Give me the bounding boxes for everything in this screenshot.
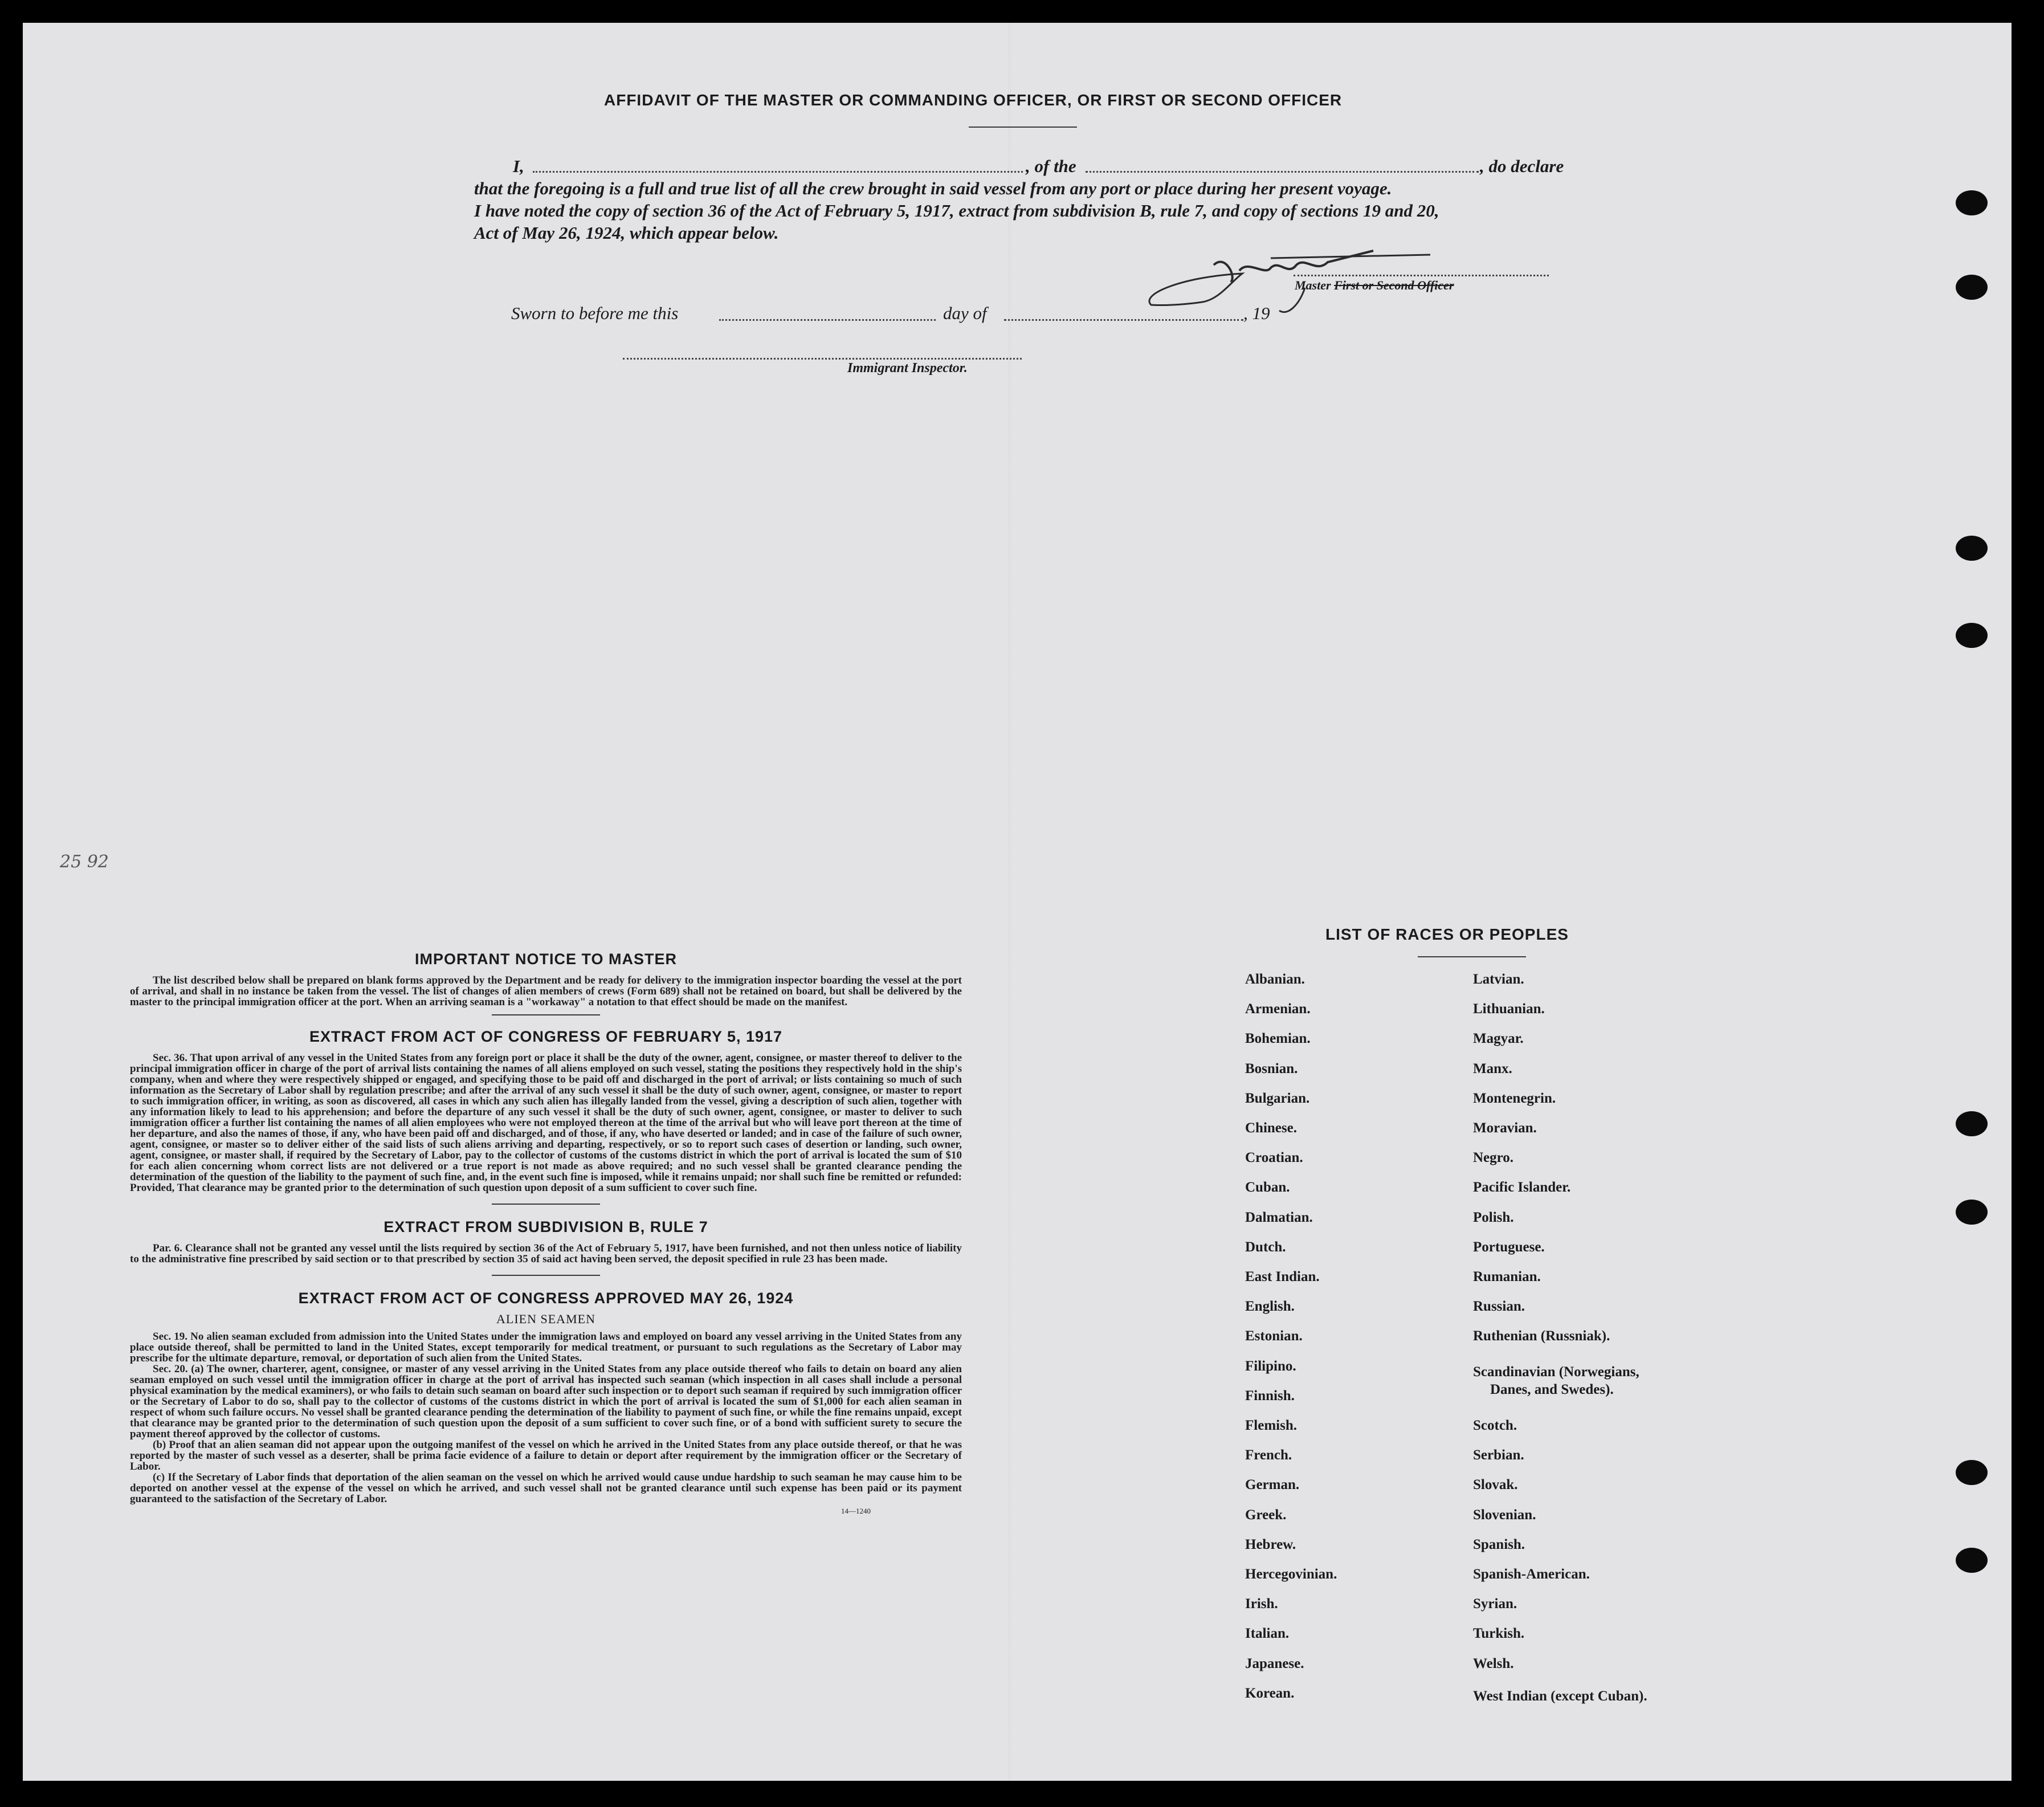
race-item: East Indian. [1245,1269,1320,1284]
extract-1924-subtitle: ALIEN SEAMEN [496,1312,595,1326]
section-20c-text: (c) If the Secretary of Labor finds that deportation of the alien seaman on the vessel on which he arrived would cause undue hardship to such seaman he may cause him to be deported on another vessel at the expense of the vessel on which he arrived, and such vessel shall not be granted clearance until such expense has been paid or its payment guaranteed to the satisfaction of the Secretary of Labor. [130,1471,962,1505]
notice-title: IMPORTANT NOTICE TO MASTER [415,951,677,968]
race-item: Syrian. [1473,1596,1517,1612]
race-item: Spanish-American. [1473,1567,1590,1582]
race-item: English. [1245,1299,1295,1315]
signature-label: Master First or Second Officer [1295,278,1454,292]
race-item: Japanese. [1245,1655,1304,1671]
race-item: Montenegrin. [1473,1090,1556,1106]
race-item: Bohemian. [1245,1031,1311,1047]
sworn-day-field[interactable] [719,319,936,321]
binder-hole [1956,623,1988,648]
race-item: Croatian. [1245,1150,1303,1166]
race-item: Russian. [1473,1299,1525,1315]
race-item: Lithuanian. [1473,1001,1545,1017]
binder-hole [1956,1111,1988,1136]
race-item: Hebrew. [1245,1536,1296,1552]
race-item: Cuban. [1245,1180,1290,1196]
race-item: Welsh. [1473,1655,1514,1671]
section-divider [492,1275,600,1276]
margin-note: 25 92 [60,852,109,872]
race-item: Scandinavian (Norwegians, [1473,1364,1639,1380]
race-item: Negro. [1473,1150,1514,1166]
races-divider [1418,956,1526,957]
extract-rule7-title: EXTRACT FROM SUBDIVISION B, RULE 7 [383,1218,708,1235]
affidavit-statement-line: that the foregoing is a full and true list of all the crew brought in said vessel from any port or place during her present voyage. [474,178,1392,198]
form-number: 14—1240 [841,1507,871,1515]
page-fold [1009,23,1011,1781]
race-item: Ruthenian (Russniak). [1473,1328,1610,1344]
race-item: Magyar. [1473,1031,1524,1047]
affidavit-title: AFFIDAVIT OF THE MASTER OR COMMANDING OFFICER, OR FIRST OR SECOND OFFICER [604,91,1343,109]
race-item: German. [1245,1477,1300,1493]
race-item: Italian. [1245,1626,1290,1642]
inspector-signature-field[interactable] [623,358,1022,360]
section-divider [492,1204,600,1205]
sworn-year-label: , 19 [1243,303,1270,323]
affidavit-declare-label: , do declare [1480,156,1564,176]
binder-hole [1956,1200,1988,1225]
sworn-label: Sworn to before me this [511,303,679,323]
race-item: Filipino. [1245,1358,1296,1374]
race-item: Albanian. [1245,972,1305,987]
race-item: Armenian. [1245,1001,1311,1017]
vessel-name-field[interactable] [1086,171,1479,173]
affidavit-i-label: I, [513,156,524,176]
race-item-continuation: Danes, and Swedes). [1490,1382,1614,1398]
extract-1917-title: EXTRACT FROM ACT OF CONGRESS OF FEBRUARY 5, 1917 [309,1028,783,1045]
extract-1924-title: EXTRACT FROM ACT OF CONGRESS APPROVED MAY 26, 1924 [298,1290,794,1307]
race-item: Finnish. [1245,1388,1295,1404]
race-item: Chinese. [1245,1120,1297,1136]
officer-name-field[interactable] [533,171,1023,173]
binder-hole [1956,1548,1988,1573]
section-20a-text: Sec. 20. (a) The owner, charterer, agent, consignee, or master of any vessel arriving in the United States from any place outside thereof who fails to detain on board any alien seaman employed on such vessel until the immigration officer in charge at the port of arrival has inspected such seaman (which inspection in all cases shall include a personal physical examination by the medical examiners), or who fails to detain such seaman on board after such inspection or to deport such seaman if required by such immigration officer or the Secretary of Labor to do so, shall pay to the collector of customs of the customs district in which the port of arrival is located the sum of $1,000 for each alien seaman in respect of whom such failure occurs. No vessel shall be granted clearance pending the determination of the liability to payment of such fine, or while the fine remains unpaid, except that clearance may be granted prior to the determination of such question upon the deposit of a sum sufficient to cover such fine, or of a bond with sufficient surety to secure the payment thereof approved by the collector of customs. [130,1363,962,1440]
races-title: LIST OF RACES OR PEOPLES [1325,925,1569,943]
sworn-month-field[interactable] [1004,319,1243,321]
notice-text: The list described below shall be prepared on blank forms approved by the Department and be ready for delivery to the immigration inspector boarding the vessel at the port of arrival, and shall in no instance be taken from the vessel. The list of changes of alien members of crews (Form 689) shall not be retained on board, but shall be delivered by the master to the principal immigration officer at the port. When an arriving seaman is a "workaway" a notation to that effect should be made on the manifest. [130,974,962,1008]
race-item: Slovenian. [1473,1507,1536,1523]
inspector-label: Immigrant Inspector. [847,361,968,376]
race-item: Spanish. [1473,1536,1525,1552]
section-divider [492,1014,600,1015]
race-item: Pacific Islander. [1473,1180,1571,1196]
race-item: Korean. [1245,1685,1295,1701]
binder-hole [1956,536,1988,561]
race-item: Irish. [1245,1596,1278,1612]
race-item: Slovak. [1473,1477,1518,1493]
affidavit-statement-line: Act of May 26, 1924, which appear below. [474,223,779,243]
race-item: Latvian. [1473,972,1524,987]
race-item: West Indian (except Cuban). [1473,1688,1647,1704]
race-item: French. [1245,1447,1292,1463]
race-item: Scotch. [1473,1418,1517,1433]
race-item: Hercegovinian. [1245,1567,1337,1582]
binder-hole [1956,190,1988,215]
document-page [23,23,2012,1781]
affidavit-of-the-label: , of the [1026,156,1076,176]
binder-hole [1956,275,1988,300]
race-item: Portuguese. [1473,1239,1545,1255]
race-item: Dutch. [1245,1239,1286,1255]
race-item: Polish. [1473,1209,1514,1225]
extract-rule7-text: Par. 6. Clearance shall not be granted any vessel until the lists required by section 36 of the Act of February 5, 1917, have been furnished, and not then unless notice of liability to the administrative fine prescribed by said section or to that prescribed by section 35 of said act having been served, the deposit specified in rule 23 has been made. [130,1242,962,1265]
sworn-day-of-label: day of [943,303,987,323]
race-item: Estonian. [1245,1328,1303,1344]
race-item: Bosnian. [1245,1060,1298,1076]
race-item: Flemish. [1245,1418,1297,1433]
section-20b-text: (b) Proof that an alien seaman did not appear upon the outgoing manifest of the vessel on which he arrived in the United States from any place outside thereof, or that he was reported by the master of such vessel as a deserter, shall be prima facie evidence of a failure to detain or deport after requirement by the immigration officer or the Secretary of Labor. [130,1439,962,1472]
race-item: Bulgarian. [1245,1090,1310,1106]
section-19-text: Sec. 19. No alien seaman excluded from admission into the United States under the immigration laws and employed on board any vessel arriving in the United States from any place outside thereof, shall be permitted to land in the United States, except temporarily for medical treatment, or pursuant to such regulations as the Secretary of Labor may prescribe for the ultimate departure, removal, or deportation of such alien from the United States. [130,1331,962,1364]
race-item: Greek. [1245,1507,1287,1523]
race-item: Turkish. [1473,1626,1525,1642]
title-divider [969,127,1077,128]
affidavit-statement-line: I have noted the copy of section 36 of the Act of February 5, 1917, extract from subdivision B, rule 7, and copy of sections 19 and 20, [474,201,1439,221]
race-item: Rumanian. [1473,1269,1541,1284]
race-item: Moravian. [1473,1120,1537,1136]
race-item: Dalmatian. [1245,1209,1313,1225]
notices-column [130,951,962,1516]
race-item: Serbian. [1473,1447,1524,1463]
race-item: Manx. [1473,1060,1512,1076]
binder-hole [1956,1460,1988,1485]
extract-1917-text: Sec. 36. That upon arrival of any vessel in the United States from any foreign port or place it shall be the duty of the owner, agent, consignee, or master thereof to deliver to the principal immigration officer in charge of the port of arrival lists containing the names of all aliens employed on such vessel, stating the positions they respectively hold in the ship's company, when and where they were respectively shipped or engaged, and specifying those to be paid off and discharged in the port of arrival; or lists containing so much of such information as the Secretary of Labor shall by regulation prescribe; and after the arrival of any such vessel it shall be the duty of such owner, agent, consignee, or master to report to such immigration officer, in writing, as soon as discovered, all cases in which any such alien has illegally landed from the vessel, giving a description of such alien, together with any information likely to lead to his apprehension; and before the departure of any such vessel it shall be the duty of such owner, agent, consignee, or master to deliver to such immigration officer a further list containing the names of all alien employees who were not employed thereon at the time of the arrival but who will leave port thereon at the time of her departure, and also the names of those, if any, who have been paid off and discharged, and of those, if any, who have deserted or landed; and in case of the failure of such owner, agent, consignee, or master so to deliver either of the said lists of such aliens arriving and departing, respectively, or so to report such cases of desertion or landing, such owner, agent, consignee, or master shall, if required by the Secretary of Labor, pay to the collector of customs of the customs district in which the port of arrival is located the sum of $10 for each alien concerning whom correct lists are not delivered or a true report is not made as above required; and no such vessel shall be granted clearance pending the determination of the question of the liability to the payment of such fine, and, in the event such fine is imposed, while it remains unpaid; nor shall such fine be remitted or refunded: Provided, That clearance may be granted prior to the determination of such question upon deposit of a sum sufficient to cover such fine. [130,1052,962,1194]
